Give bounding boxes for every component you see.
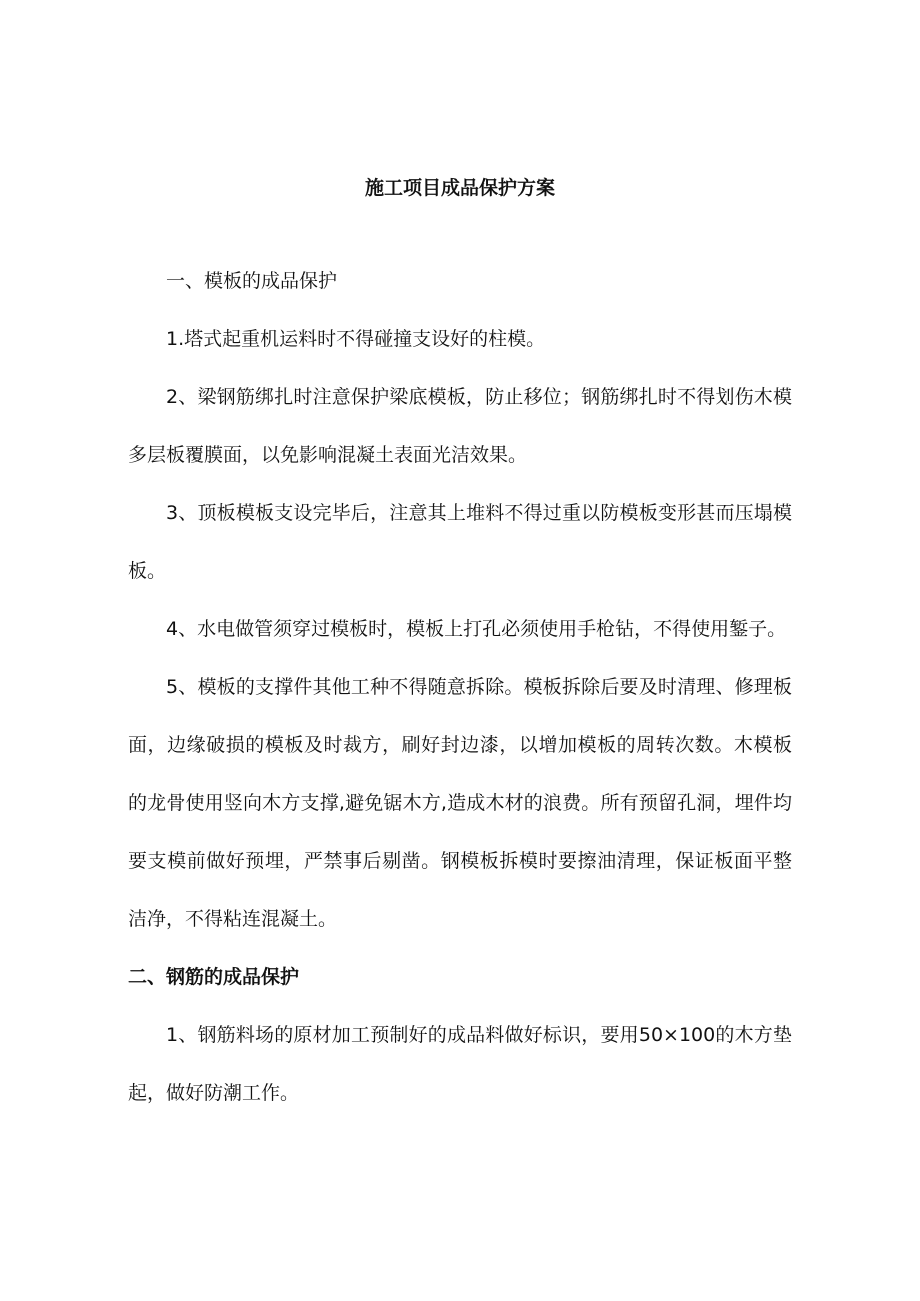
section-heading-formwork: 一、模板的成品保护	[166, 270, 338, 292]
paragraph: 1、钢筋料场的原材加工预制好的成品料做好标识，要用50×100的木方垫起，做好防潮工作。	[128, 1024, 792, 1104]
page-title: 施工项目成品保护方案	[364, 177, 555, 199]
paragraph: 3、顶板模板支设完毕后，注意其上堆料不得过重以防模板变形甚而压塌模板。	[128, 502, 792, 582]
paragraph: 1.塔式起重机运料时不得碰撞支设好的柱模。	[166, 328, 546, 350]
paragraph: 4、水电做管须穿过模板时，模板上打孔必须使用手枪钻，不得使用錾子。	[166, 618, 787, 640]
section-heading-rebar: 二、钢筋的成品保护	[128, 966, 300, 988]
paragraph: 5、模板的支撑件其他工种不得随意拆除。模板拆除后要及时清理、修理板面，边缘破损的模板及时裁方，刷好封边漆，以增加模板的周转次数。木模板的龙骨使用竖向木方支撑,避免锯木方,造成木材的浪费。所有预留孔洞，埋件均要支模前做好预埋，严禁事后剔凿。钢模板拆模时要擦油清理，保证板面平整洁净，不得粘连混凝土。	[128, 676, 792, 930]
document-content	[128, 168, 792, 1122]
paragraph: 2、梁钢筋绑扎时注意保护梁底模板，防止移位；钢筋绑扎时不得划伤木模多层板覆膜面，以免影响混凝土表面光洁效果。	[128, 386, 792, 466]
